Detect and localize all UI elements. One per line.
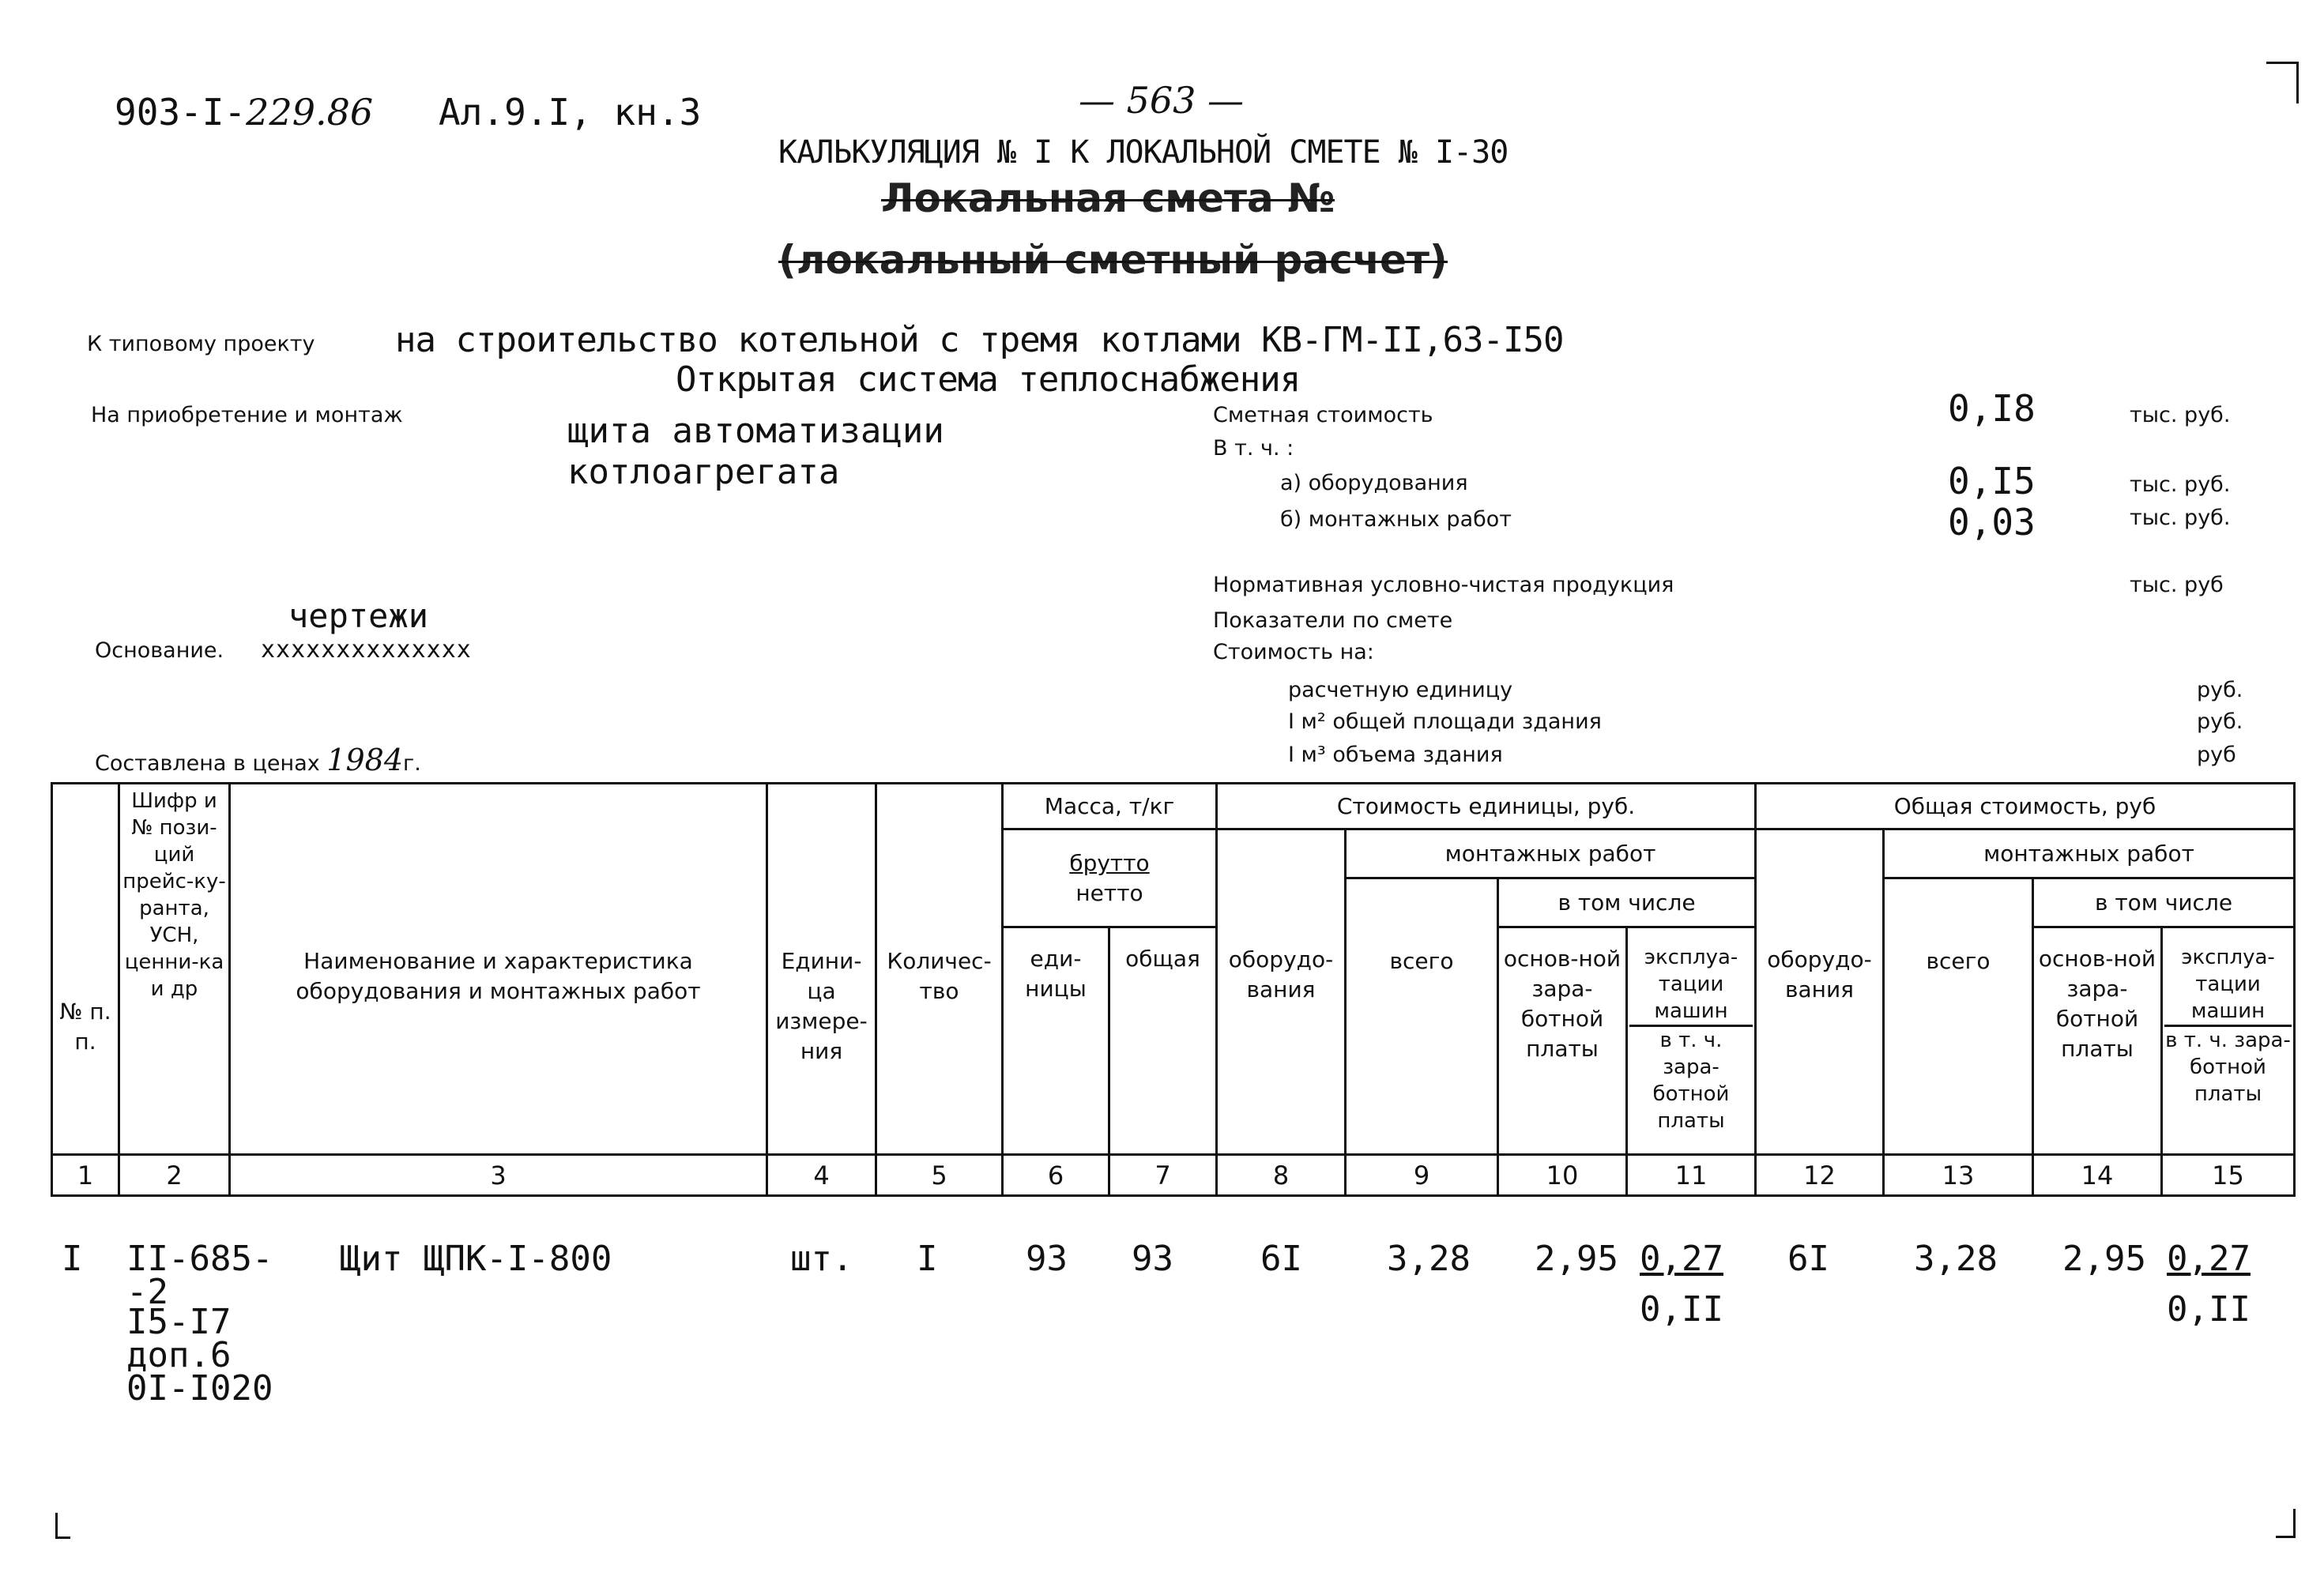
- per-volume-label: I м³ объема здания: [1288, 743, 1503, 767]
- column-number-10: 10: [1498, 1155, 1627, 1196]
- strikethrough-line: [778, 261, 1448, 263]
- column-number-13: 13: [1884, 1155, 2033, 1196]
- row-install-all-unit: 3,28: [1387, 1239, 1471, 1279]
- basis-label: Основание.: [95, 638, 224, 663]
- column-number-1: 1: [52, 1155, 119, 1196]
- header-total-cost: Общая стоимость, руб: [1756, 784, 2295, 829]
- header-install-unit: монтажных работ: [1346, 829, 1756, 878]
- calculation-title: КАЛЬКУЛЯЦИЯ № I К ЛОКАЛЬНОЙ СМЕТЕ № I-30: [778, 134, 1509, 171]
- header-incl-unit: в том числе: [1498, 878, 1756, 927]
- row-mass-total: 93: [1132, 1239, 1173, 1279]
- compiled-year-suffix: г.: [403, 751, 421, 776]
- purpose-line-2: котлоагрегата: [567, 452, 840, 492]
- row-quantity: I: [917, 1239, 938, 1279]
- struck-title-2: [778, 237, 1448, 283]
- installation-label: б) монтажных работ: [1280, 507, 1512, 532]
- header-price-code: Шифр и № пози-ций прейс-ку-ранта, УСН, ценни-ка и др: [119, 784, 230, 1155]
- header-machines-total: [2162, 927, 2295, 1155]
- column-number-3: 3: [230, 1155, 767, 1196]
- basis-value: чертежи: [288, 596, 429, 635]
- document-code: [115, 91, 373, 134]
- per-area-label: I м² общей площади здания: [1288, 709, 1602, 734]
- column-number-6: 6: [1003, 1155, 1109, 1196]
- column-number-12: 12: [1756, 1155, 1884, 1196]
- header-brutto: брутто: [1069, 849, 1150, 876]
- corner-mark-bottom-right: [2276, 1509, 2296, 1538]
- corner-mark-top-right: [2266, 62, 2299, 103]
- estimate-table: [51, 782, 2296, 1197]
- row-unit: шт.: [790, 1239, 853, 1279]
- installation-unit: тыс. руб.: [2130, 506, 2231, 530]
- row-base-wage-total: 2,95: [2062, 1239, 2146, 1279]
- column-number-8: 8: [1217, 1155, 1346, 1196]
- header-machines-wage-total: в т. ч. зара-ботной платы: [2165, 1029, 2291, 1106]
- column-number-7: 7: [1109, 1155, 1217, 1196]
- equipment-value: 0,I5: [1948, 460, 2036, 502]
- row-code-1: II-685-: [126, 1239, 273, 1279]
- album-reference: Ал.9.I, кн.3: [439, 91, 702, 134]
- column-number-4: 4: [767, 1155, 876, 1196]
- row-name: Щит ЩПК-I-800: [340, 1239, 612, 1279]
- installation-value: 0,03: [1948, 501, 2036, 544]
- header-machines-unit-text: эксплуа-тации машин: [1629, 944, 1753, 1027]
- per-unit-currency: руб.: [2197, 678, 2243, 702]
- row-code-4: доп.6: [126, 1335, 232, 1375]
- including-label: В т. ч. :: [1213, 436, 1294, 461]
- estimated-cost-label: Сметная стоимость: [1213, 403, 1433, 427]
- row-machines-wage-total: 0,II: [2167, 1289, 2251, 1330]
- project-name: на строительство котельной с тремя котлами КВ-ГМ-II,63-I50: [395, 320, 1564, 360]
- strikethrough-line: [881, 199, 1335, 201]
- row-machines-wage-unit: 0,II: [1640, 1289, 1723, 1330]
- header-mass-per-unit: еди-ницы: [1003, 927, 1109, 1155]
- column-number-11: 11: [1627, 1155, 1756, 1196]
- struck-title-1: [881, 175, 1335, 221]
- row-equipment-unit: 6I: [1260, 1239, 1302, 1279]
- column-number-2: 2: [119, 1155, 230, 1196]
- struck-title-1-text: Локальная смета №: [881, 175, 1335, 221]
- heating-system: Открытая система теплоснабжения: [676, 359, 1301, 400]
- normative-unit: тыс. руб: [2130, 573, 2224, 597]
- row-machines-unit: 0,27: [1640, 1239, 1723, 1279]
- compiled-label: [95, 743, 421, 777]
- row-code-5: 0I-I020: [126, 1368, 273, 1409]
- purpose-label: На приобретение и монтаж: [91, 403, 403, 427]
- estimated-cost-unit: тыс. руб.: [2130, 403, 2231, 427]
- equipment-unit: тыс. руб.: [2130, 472, 2231, 497]
- header-brutto-netto: [1003, 829, 1217, 927]
- row-code-3: I5-I7: [126, 1302, 232, 1342]
- per-area-currency: руб.: [2197, 709, 2243, 734]
- estimated-cost-value: 0,I8: [1948, 387, 2036, 430]
- column-number-5: 5: [876, 1155, 1003, 1196]
- header-base-wage-unit: основ-ной зара-ботной платы: [1498, 927, 1627, 1155]
- column-number-9: 9: [1346, 1155, 1498, 1196]
- document-code-prefix: 903-I-: [115, 91, 247, 134]
- column-numbers-row: [52, 1155, 2295, 1196]
- purpose-line-1: щита автоматизации: [567, 411, 944, 451]
- corner-mark-bottom-left: [55, 1513, 70, 1539]
- header-equipment-unit: оборудо-вания: [1217, 829, 1346, 1155]
- header-install-all-unit: всего: [1346, 878, 1498, 1155]
- header-base-wage-total: основ-ной зара-ботной платы: [2033, 927, 2162, 1155]
- compiled-year: 1984: [326, 743, 404, 777]
- document-code-handwritten: 229.86: [246, 91, 374, 134]
- struck-title-2-text: (локальный сметный расчет): [778, 237, 1448, 283]
- row-base-wage-unit: 2,95: [1535, 1239, 1618, 1279]
- header-quantity: Количес-тво: [876, 784, 1003, 1155]
- column-number-14: 14: [2033, 1155, 2162, 1196]
- row-mass-unit: 93: [1026, 1239, 1068, 1279]
- per-volume-currency: руб: [2197, 743, 2236, 767]
- per-unit-label: расчетную единицу: [1288, 678, 1513, 702]
- header-machines-wage-unit: в т. ч. зара-ботной платы: [1652, 1029, 1730, 1133]
- header-mass: Масса, т/кг: [1003, 784, 1217, 829]
- page-number: — 563 —: [1079, 79, 1245, 122]
- row-install-all-total: 3,28: [1914, 1239, 1998, 1279]
- header-machines-total-text: эксплуа-тации машин: [2164, 944, 2292, 1027]
- header-install-total: монтажных работ: [1884, 829, 2295, 878]
- header-netto: нетто: [1075, 879, 1143, 906]
- header-row-number: № п. п.: [52, 784, 119, 1155]
- header-mass-total: общая: [1109, 927, 1217, 1155]
- row-code-2: -2: [126, 1272, 168, 1312]
- indicators-label: Показатели по смете: [1213, 608, 1453, 633]
- header-unit: Едини-ца измере-ния: [767, 784, 876, 1155]
- cost-on-label: Стоимость на:: [1213, 640, 1374, 664]
- basis-struck-out: xxxxxxxxxxxxxx: [261, 636, 472, 664]
- header-equipment-total: оборудо-вания: [1756, 829, 1884, 1155]
- row-number: I: [62, 1239, 83, 1279]
- header-install-all-total: всего: [1884, 878, 2033, 1155]
- equipment-label: а) оборудования: [1280, 471, 1468, 495]
- column-number-15: 15: [2162, 1155, 2295, 1196]
- row-equipment-total: 6I: [1787, 1239, 1829, 1279]
- compiled-label-text: Составлена в ценах: [95, 751, 320, 776]
- header-name: Наименование и характеристика оборудования и монтажных работ: [230, 784, 767, 1155]
- header-machines-unit: [1627, 927, 1756, 1155]
- header-incl-total: в том числе: [2033, 878, 2295, 927]
- row-machines-total: 0,27: [2167, 1239, 2251, 1279]
- normative-label: Нормативная условно-чистая продукция: [1213, 573, 1674, 597]
- project-label: К типовому проекту: [87, 332, 315, 356]
- header-unit-cost: Стоимость единицы, руб.: [1217, 784, 1756, 829]
